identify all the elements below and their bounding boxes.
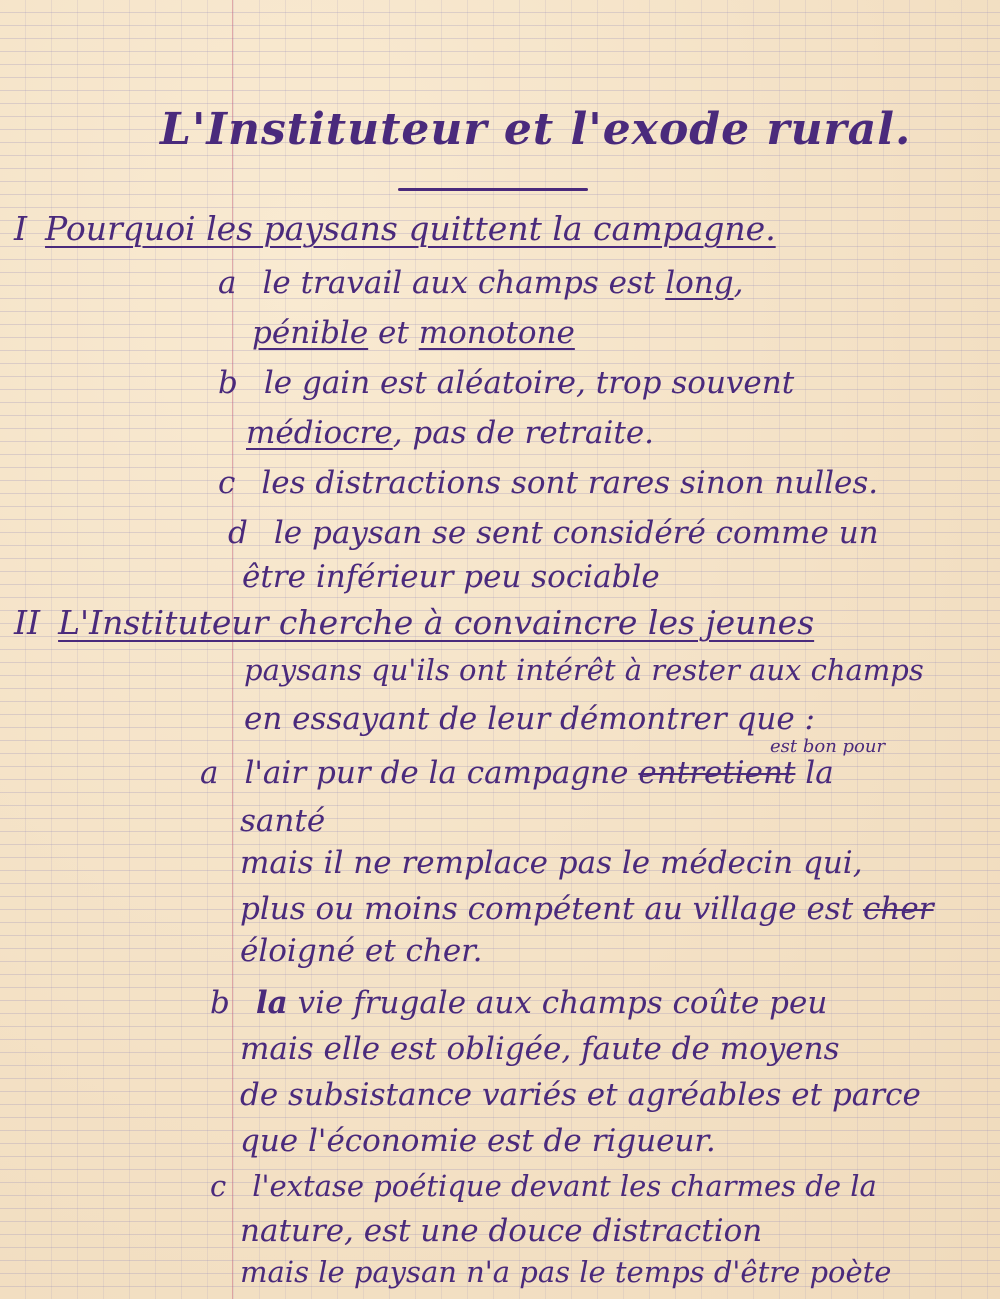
- item-d-text: le paysan se sent considéré comme un: [273, 515, 879, 551]
- item-d-letter: d: [228, 515, 248, 551]
- item-2a-line-4-text: plus ou moins compétent au village est: [240, 891, 854, 927]
- section-1-heading: [14, 209, 776, 248]
- section-1-number: I: [14, 209, 28, 248]
- section-1-item-d-line-2: [242, 559, 660, 595]
- item-a-end: ,: [733, 265, 744, 301]
- section-2-item-a-line-5: [240, 933, 483, 969]
- item-2c-letter: c: [210, 1169, 227, 1203]
- item-b-letter: b: [218, 365, 238, 401]
- page-title: L'Instituteur et l'exode rural.: [160, 104, 912, 155]
- item-2a-line-2-text: santé: [240, 803, 326, 839]
- item-d-text-2: être inférieur peu sociable: [242, 559, 660, 595]
- section-1-item-d-line-1: [228, 515, 879, 551]
- item-2b-text: vie frugale aux champs coûte peu: [297, 985, 828, 1021]
- section-2-item-c-line-3: [240, 1255, 892, 1289]
- section-2-intro-line-1: [244, 653, 924, 687]
- section-1-item-a-line-1: [218, 265, 744, 301]
- item-a-word-penible: pénible: [252, 315, 369, 351]
- item-c-text: les distractions sont rares sinon nulles.: [261, 465, 879, 501]
- item-2a-struck-word: entretient: [638, 755, 796, 791]
- margin-line: [232, 0, 233, 1299]
- item-a-text: le travail aux champs est: [262, 265, 656, 301]
- item-2b-line-4-text: que l'économie est de rigueur.: [240, 1123, 716, 1159]
- item-2a-text: l'air pur de la campagne: [244, 755, 629, 791]
- section-2-item-c-line-2: [240, 1213, 763, 1249]
- item-2b-bold-word: la: [255, 985, 288, 1021]
- item-b-word-mediocre: médiocre: [246, 415, 393, 451]
- item-2a-line-3-text: mais il ne remplace pas le médecin qui,: [240, 845, 863, 881]
- item-2b-letter: b: [210, 985, 230, 1021]
- section-2-item-a-line-2: [240, 803, 326, 839]
- section-1-item-c-line-1: [218, 465, 879, 501]
- item-b-text: le gain est aléatoire, trop souvent: [263, 365, 795, 401]
- item-a-underlined-word: long: [665, 265, 734, 301]
- section-2-item-b-line-1: [210, 985, 828, 1021]
- item-2a-letter: a: [200, 755, 219, 791]
- section-2-item-a-line-4: [240, 891, 934, 927]
- section-2-intro-text-1: paysans qu'ils ont intérêt à rester aux champs: [244, 653, 924, 687]
- section-1-item-b-line-2: [246, 415, 655, 451]
- section-1-item-b-line-1: [218, 365, 795, 401]
- section-2-item-a-line-1: [200, 755, 834, 791]
- section-2-item-b-line-3: [240, 1077, 921, 1113]
- item-2c-line-2-text: nature, est une douce distraction: [240, 1213, 763, 1249]
- item-2a-line-5-text: éloigné et cher.: [240, 933, 483, 969]
- section-2-intro-line-2: [244, 701, 815, 737]
- item-2a-line-4-struck: cher: [863, 891, 934, 927]
- section-2-intro-text-2: en essayant de leur démontrer que :: [244, 701, 815, 737]
- item-2c-text: l'extase poétique devant les charmes de la: [252, 1169, 877, 1203]
- item-2b-line-2-text: mais elle est obligée, faute de moyens: [240, 1031, 840, 1067]
- section-1-title: Pourquoi les paysans quittent la campagne.: [45, 209, 776, 248]
- section-2-item-c-line-1: [210, 1169, 877, 1203]
- item-a-letter: a: [218, 265, 237, 301]
- item-2b-line-3-text: de subsistance variés et agréables et parce: [240, 1077, 921, 1113]
- item-2a-end: la: [805, 755, 834, 791]
- section-2-heading: [14, 603, 815, 642]
- section-2-item-a-line-3: [240, 845, 863, 881]
- inserted-correction: est bon pour: [770, 736, 886, 757]
- section-2-title: L'Instituteur cherche à convaincre les jeunes: [58, 603, 815, 642]
- item-c-letter: c: [218, 465, 236, 501]
- item-2c-line-3-text: mais le paysan n'a pas le temps d'être poète: [240, 1255, 892, 1289]
- item-a-word-monotone: monotone: [418, 315, 575, 351]
- section-2-number: II: [14, 603, 41, 642]
- section-2-item-b-line-4: [240, 1123, 716, 1159]
- item-a-word-et: et: [378, 315, 409, 351]
- item-b-rest: , pas de retraite.: [392, 415, 655, 451]
- section-2-item-b-line-2: [240, 1031, 840, 1067]
- section-1-item-a-line-2: [252, 315, 575, 351]
- title-underline: [398, 188, 588, 191]
